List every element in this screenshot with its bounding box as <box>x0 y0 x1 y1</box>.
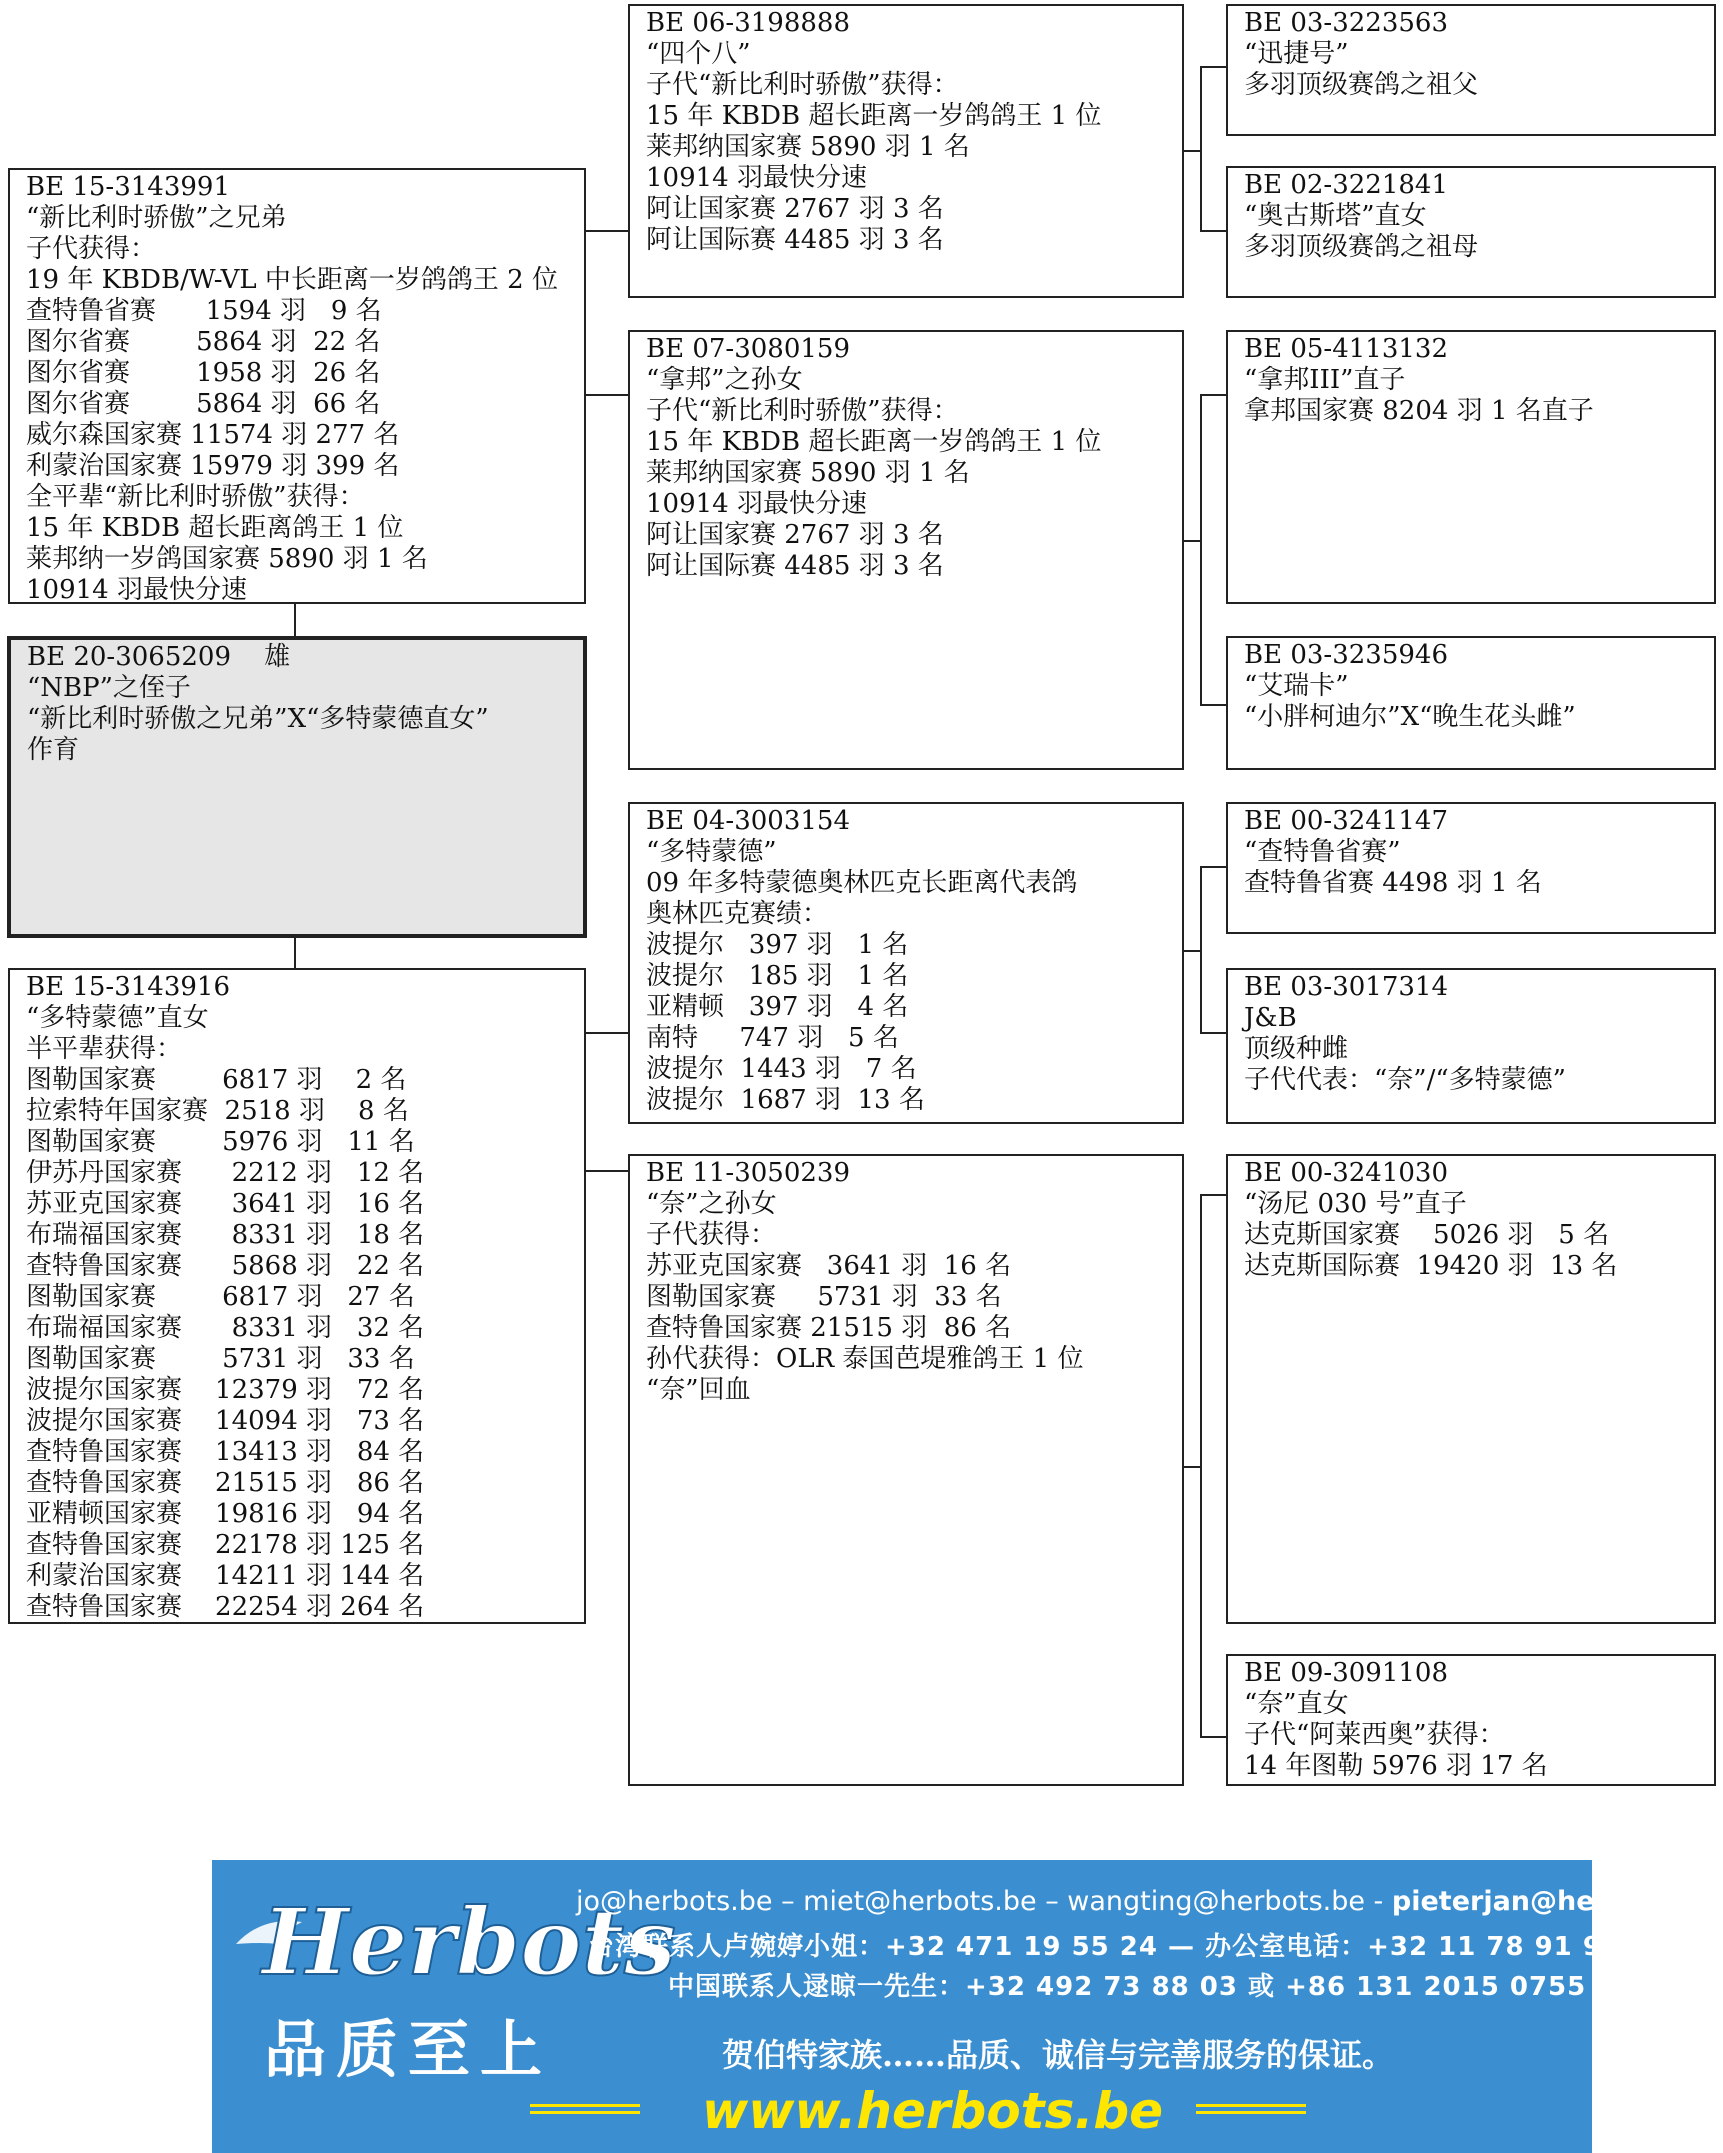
pedigree-line: “NBP”之侄子 <box>27 673 191 703</box>
pedigree-line: 10914 羽最快分速 <box>646 163 867 193</box>
pedigree-box-sire-dam <box>628 330 1184 770</box>
pedigree-line: BE 05-4113132 <box>1244 334 1449 364</box>
pedigree-line: 亚精顿 397 羽 4 名 <box>646 992 909 1022</box>
pedigree-box-sd-sire <box>1226 330 1716 604</box>
pedigree-line: 图勒国家赛 5731 羽 33 名 <box>646 1282 1002 1312</box>
pedigree-line: BE 03-3017314 <box>1244 972 1449 1002</box>
pedigree-line: 布瑞福国家赛 8331 羽 18 名 <box>26 1220 425 1250</box>
pedigree-line: “奥古斯塔”直女 <box>1244 201 1427 231</box>
logo-text: Herbots <box>262 1888 676 1996</box>
pedigree-line: 子代获得： <box>646 1220 777 1250</box>
motto: 贺伯特家族……品质、诚信与完善服务的保证。 <box>722 2036 1395 2074</box>
pedigree-box-ds-dam <box>1226 968 1716 1124</box>
pedigree-line: 波提尔 1687 羽 13 名 <box>646 1085 925 1115</box>
pedigree-line: 波提尔 397 羽 1 名 <box>646 930 909 960</box>
pedigree-line: 利蒙治国家赛 15979 羽 399 名 <box>26 451 400 481</box>
connector-dd-sire <box>1200 1194 1228 1196</box>
connector-sire-dam <box>584 394 628 396</box>
china-contact: 中国联系人逯晾一先生：+32 492 73 88 03 或 +86 131 2015 0755 <box>668 1972 1587 2002</box>
pedigree-line: BE 03-3223563 <box>1244 8 1449 38</box>
decorative-line-right <box>1196 2104 1306 2114</box>
pedigree-line: 威尔森国家赛 11574 羽 277 名 <box>26 420 400 450</box>
pedigree-line: “拿邦”之孙女 <box>646 365 803 395</box>
pedigree-line: 莱邦纳国家赛 5890 羽 1 名 <box>646 132 970 162</box>
pedigree-line: “多特蒙德”直女 <box>26 1003 209 1033</box>
pedigree-line: J&B <box>1244 1003 1297 1033</box>
pedigree-box-sire-sire <box>628 4 1184 298</box>
connector-sire-subject <box>294 602 296 640</box>
pedigree-line: 图尔省赛 5864 羽 22 名 <box>26 327 381 357</box>
pedigree-line: “新比利时骄傲之兄弟”X“多特蒙德直女” <box>27 704 489 734</box>
pedigree-box-ss-dam <box>1226 166 1716 298</box>
pedigree-line: 图尔省赛 5864 羽 66 名 <box>26 389 381 419</box>
decorative-line-left <box>530 2104 640 2114</box>
pedigree-box-dam-sire <box>628 802 1184 1124</box>
pedigree-line: 图勒国家赛 5731 羽 33 名 <box>26 1344 415 1374</box>
taiwan-contact: 台湾联系人卢婉婷小姐：+32 471 19 55 24 — 办公室电话：+32 11 78 91 90 <box>588 1932 1621 1962</box>
pedigree-line: “小胖柯迪尔”X“晚生花头雌” <box>1244 702 1576 732</box>
pedigree-line: 子代“新比利时骄傲”获得： <box>646 70 959 100</box>
pedigree-line: 查特鲁国家赛 21515 羽 86 名 <box>26 1468 425 1498</box>
pedigree-line: “艾瑞卡” <box>1244 671 1349 701</box>
pedigree-line: 亚精顿国家赛 19816 羽 94 名 <box>26 1499 425 1529</box>
connector-ds-dam <box>1200 1032 1228 1034</box>
pedigree-line: “汤尼 030 号”直子 <box>1244 1189 1467 1219</box>
connector-dd-v <box>1200 1194 1202 1738</box>
pedigree-line: 查特鲁省赛 4498 羽 1 名 <box>1244 868 1542 898</box>
connector-dd-h <box>1182 1466 1202 1468</box>
pedigree-box-dd-sire <box>1226 1154 1716 1624</box>
pedigree-box-sd-dam <box>1226 636 1716 770</box>
pedigree-line: 阿让国家赛 2767 羽 3 名 <box>646 194 944 224</box>
connector-sd-v <box>1200 394 1202 706</box>
pedigree-line: 查特鲁国家赛 22254 羽 264 名 <box>26 1592 425 1622</box>
pedigree-line: 莱邦纳国家赛 5890 羽 1 名 <box>646 458 970 488</box>
pedigree-line: “奈”之孙女 <box>646 1189 777 1219</box>
pedigree-line: 拉索特年国家赛 2518 羽 8 名 <box>26 1096 409 1126</box>
pedigree-line: BE 07-3080159 <box>646 334 851 364</box>
pedigree-line: 09 年多特蒙德奥林匹克长距离代表鸽 <box>646 868 1078 898</box>
pedigree-line: 南特 747 羽 5 名 <box>646 1023 899 1053</box>
pedigree-line: “查特鲁省赛” <box>1244 837 1401 867</box>
pedigree-box-subject <box>7 636 587 938</box>
pedigree-line: 波提尔 1443 羽 7 名 <box>646 1054 917 1084</box>
pedigree-line: 达克斯国家赛 5026 羽 5 名 <box>1244 1220 1610 1250</box>
pedigree-line: BE 09-3091108 <box>1244 1658 1449 1688</box>
pedigree-line: 波提尔 185 羽 1 名 <box>646 961 909 991</box>
pedigree-line: BE 02-3221841 <box>1244 170 1449 200</box>
connector-dam-dam <box>584 1170 628 1172</box>
pedigree-line: 作育 <box>27 735 80 765</box>
pedigree-line: 阿让国际赛 4485 羽 3 名 <box>646 225 944 255</box>
pedigree-line: “四个八” <box>646 39 751 69</box>
footer-banner <box>212 1860 1723 2153</box>
pedigree-line: 查特鲁国家赛 5868 羽 22 名 <box>26 1251 425 1281</box>
pedigree-box-sire <box>8 168 586 604</box>
pedigree-line: 15 年 KBDB 超长距离一岁鸽鸽王 1 位 <box>646 101 1102 131</box>
pedigree-line: 图尔省赛 1958 羽 26 名 <box>26 358 381 388</box>
connector-subject-dam <box>294 936 296 970</box>
pedigree-line: 子代代表：“奈”/“多特蒙德” <box>1244 1065 1566 1095</box>
pedigree-line: 布瑞福国家赛 8331 羽 32 名 <box>26 1313 425 1343</box>
connector-ss-dam <box>1200 230 1228 232</box>
pedigree-line: “奈”直女 <box>1244 1689 1349 1719</box>
pedigree-line: “多特蒙德” <box>646 837 777 867</box>
connector-ds-sire <box>1200 866 1228 868</box>
pedigree-line: 达克斯国际赛 19420 羽 13 名 <box>1244 1251 1618 1281</box>
pedigree-line: 波提尔国家赛 14094 羽 73 名 <box>26 1406 425 1436</box>
pedigree-line: 查特鲁国家赛 13413 羽 84 名 <box>26 1437 425 1467</box>
pedigree-line: 查特鲁国家赛 22178 羽 125 名 <box>26 1530 425 1560</box>
pedigree-line: “奈”回血 <box>646 1375 751 1405</box>
pedigree-box-dam-dam <box>628 1154 1184 1786</box>
connector-sd-h <box>1182 540 1202 542</box>
email-line[interactable] <box>576 1886 1723 1917</box>
pedigree-line: BE 15-3143991 <box>26 172 231 202</box>
pedigree-line: BE 00-3241147 <box>1244 806 1449 836</box>
pedigree-line: “拿邦III”直子 <box>1244 365 1406 395</box>
pedigree-box-dam <box>8 968 586 1624</box>
pedigree-line: 子代获得： <box>26 234 157 264</box>
emails-part-b[interactable]: pieterjan@herbots.be <box>1391 1886 1723 1917</box>
pedigree-line: BE 04-3003154 <box>646 806 851 836</box>
pedigree-line: 多羽顶级赛鸽之祖母 <box>1244 232 1479 262</box>
pedigree-line: 阿让国际赛 4485 羽 3 名 <box>646 551 944 581</box>
pedigree-line: 子代“阿莱西奥”获得： <box>1244 1720 1505 1750</box>
pedigree-line: 图勒国家赛 6817 羽 2 名 <box>26 1065 407 1095</box>
pedigree-line: 多羽顶级赛鸽之祖父 <box>1244 70 1479 100</box>
pedigree-line: 子代“新比利时骄傲”获得： <box>646 396 959 426</box>
pedigree-line: 10914 羽最快分速 <box>646 489 867 519</box>
pedigree-line: BE 03-3235946 <box>1244 640 1449 670</box>
pedigree-line: 全平辈“新比利时骄傲”获得： <box>26 482 365 512</box>
pedigree-line: 查特鲁省赛 1594 羽 9 名 <box>26 296 382 326</box>
pedigree-line: 苏亚克国家赛 3641 羽 16 名 <box>646 1251 1012 1281</box>
pedigree-box-ss-sire <box>1226 4 1716 136</box>
pedigree-box-dd-dam <box>1226 1654 1716 1786</box>
connector-ds-v <box>1200 866 1202 1034</box>
pedigree-line: 波提尔国家赛 12379 羽 72 名 <box>26 1375 425 1405</box>
pedigree-line: 利蒙治国家赛 14211 羽 144 名 <box>26 1561 425 1591</box>
pedigree-line: BE 06-3198888 <box>646 8 851 38</box>
connector-ds-h <box>1182 950 1202 952</box>
connector-sire-sire <box>584 230 628 232</box>
pedigree-line: 伊苏丹国家赛 2212 羽 12 名 <box>26 1158 425 1188</box>
pedigree-line: 奥林匹克赛绩： <box>646 899 829 929</box>
pedigree-line: 拿邦国家赛 8204 羽 1 名直子 <box>1244 396 1594 426</box>
pedigree-line: BE 20-3065209 雄 <box>27 642 291 672</box>
pedigree-line: 14 年图勒 5976 羽 17 名 <box>1244 1751 1548 1781</box>
pedigree-line: 图勒国家赛 6817 羽 27 名 <box>26 1282 415 1312</box>
slogan: 品质至上 <box>264 2013 553 2086</box>
connector-sd-dam <box>1200 704 1228 706</box>
connector-dd-dam <box>1200 1736 1228 1738</box>
pedigree-line: 15 年 KBDB 超长距离鸽王 1 位 <box>26 513 404 543</box>
pedigree-line: “新比利时骄傲”之兄弟 <box>26 203 287 233</box>
pedigree-line: “迅捷号” <box>1244 39 1349 69</box>
website-link[interactable]: www.herbots.be <box>702 2082 1164 2140</box>
pedigree-line: 阿让国家赛 2767 羽 3 名 <box>646 520 944 550</box>
herbots-logo <box>232 1882 676 1996</box>
connector-sd-sire <box>1200 394 1228 396</box>
connector-ss-h <box>1182 150 1202 152</box>
pedigree-line: BE 15-3143916 <box>26 972 231 1002</box>
pedigree-line: BE 11-3050239 <box>646 1158 851 1188</box>
pedigree-line: 查特鲁国家赛 21515 羽 86 名 <box>646 1313 1012 1343</box>
connector-ss-v <box>1200 66 1202 232</box>
pedigree-line: 孙代获得：OLR 泰国芭堤雅鸽王 1 位 <box>646 1344 1084 1374</box>
connector-ss-sire <box>1200 66 1228 68</box>
pedigree-line: 顶级种雌 <box>1244 1034 1349 1064</box>
pedigree-line: 苏亚克国家赛 3641 羽 16 名 <box>26 1189 425 1219</box>
pedigree-line: 19 年 KBDB/W-VL 中长距离一岁鸽鸽王 2 位 <box>26 265 558 295</box>
pedigree-line: BE 00-3241030 <box>1244 1158 1449 1188</box>
emails-part-a[interactable]: jo@herbots.be – miet@herbots.be – wangting@herbots.be - <box>576 1886 1392 1917</box>
pedigree-line: 莱邦纳一岁鸽国家赛 5890 羽 1 名 <box>26 544 428 574</box>
pedigree-box-ds-sire <box>1226 802 1716 934</box>
pedigree-line: 10914 羽最快分速 <box>26 575 247 605</box>
connector-dam-sire <box>584 1032 628 1034</box>
pedigree-line: 15 年 KBDB 超长距离一岁鸽鸽王 1 位 <box>646 427 1102 457</box>
pedigree-line: 图勒国家赛 5976 羽 11 名 <box>26 1127 415 1157</box>
pedigree-line: 半平辈获得： <box>26 1034 183 1064</box>
